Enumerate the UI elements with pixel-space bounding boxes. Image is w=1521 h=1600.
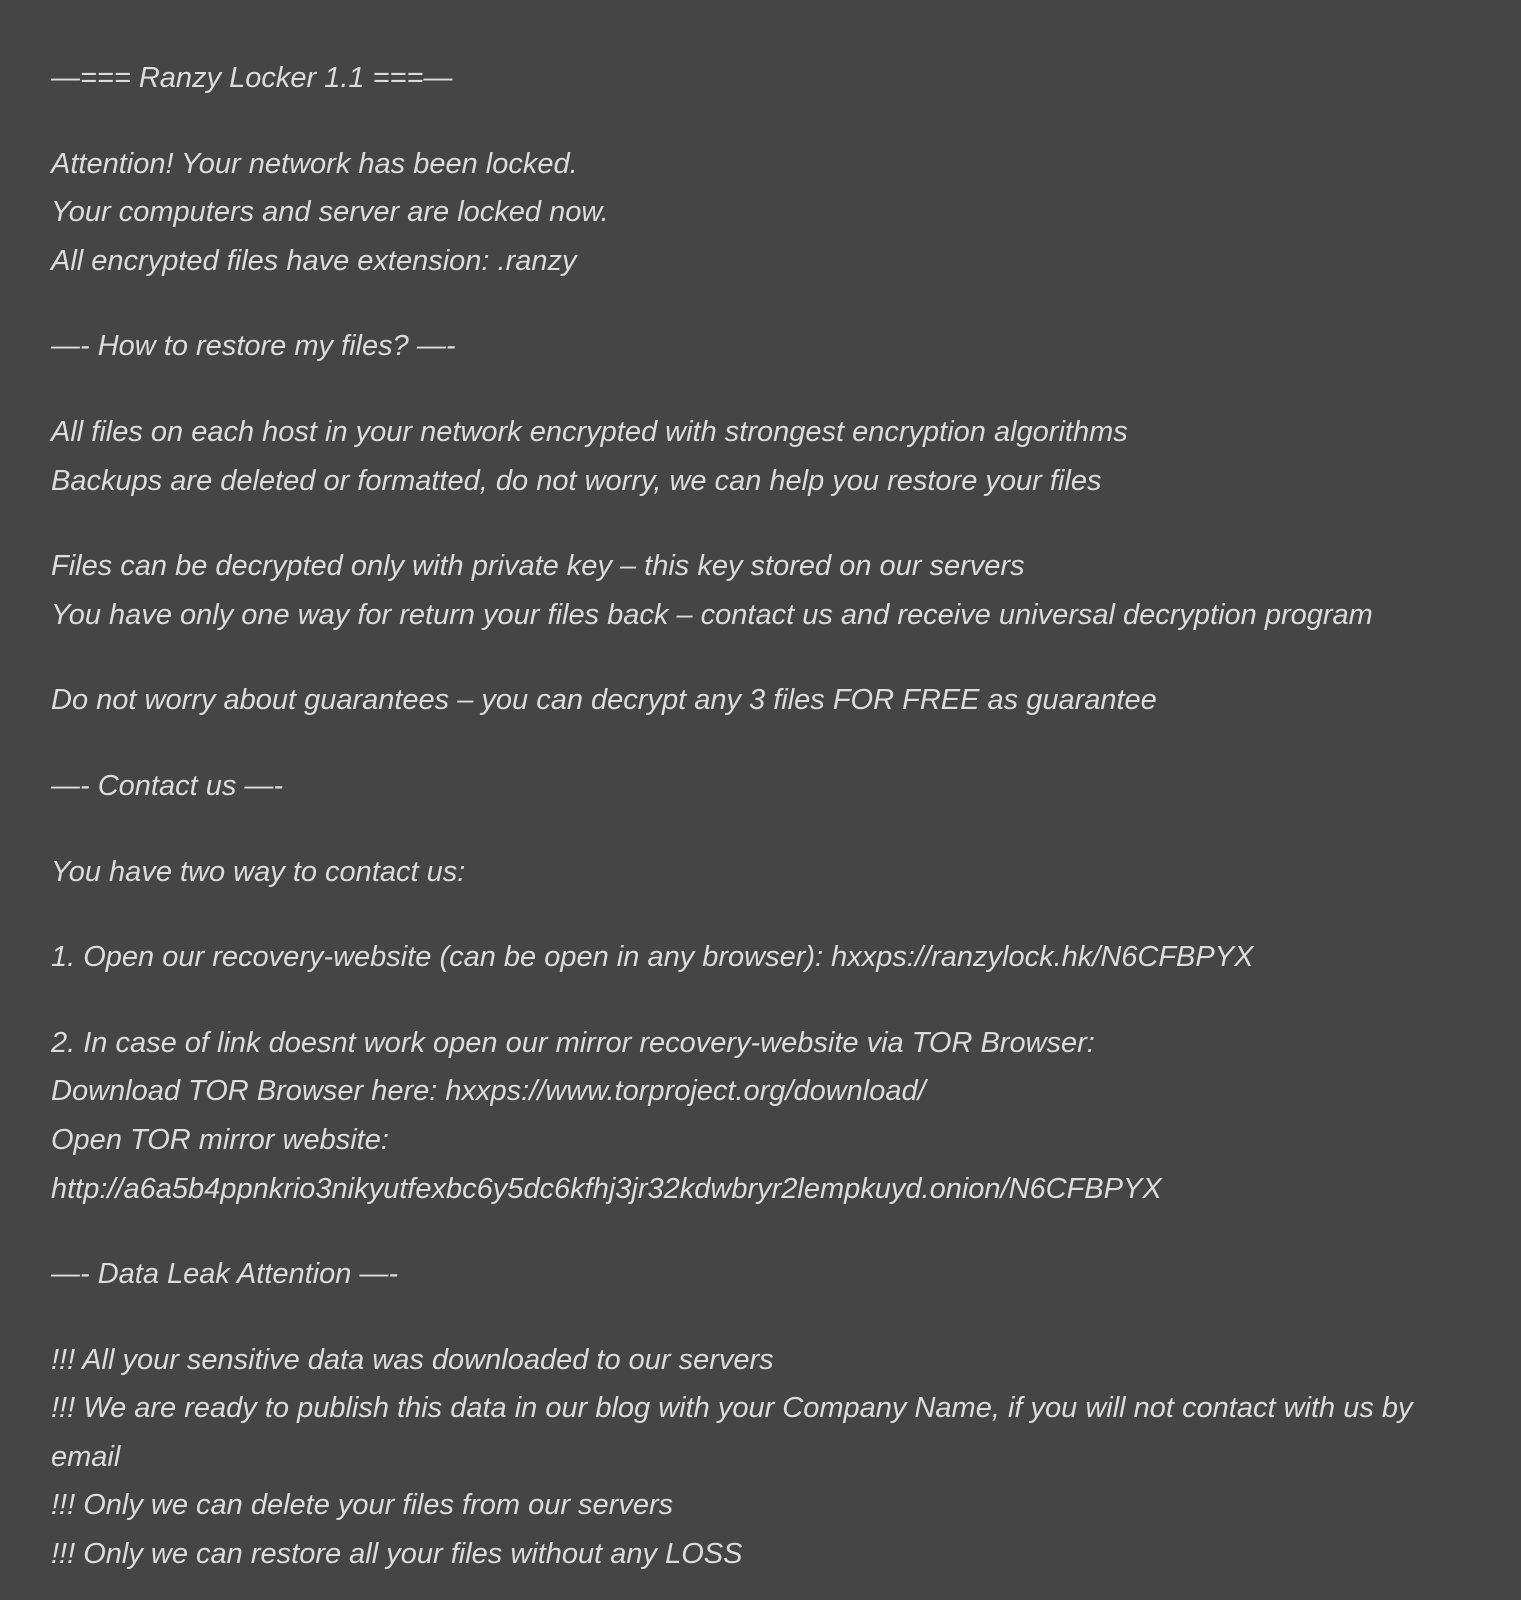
intro-line: All encrypted files have extension: .ranzy xyxy=(51,244,577,277)
spacer xyxy=(51,103,1481,140)
restore-line: Backups are deleted or formatted, do not worry, we can help you restore your files xyxy=(51,464,1102,497)
leak-line: !!! Only we can restore all your files without any LOSS xyxy=(51,1538,743,1571)
spacer xyxy=(51,811,1481,848)
intro-line: Attention! Your network has been locked. xyxy=(51,147,578,180)
contact-intro: You have two way to contact us: xyxy=(51,855,466,888)
tor-mirror-url: http://a6a5b4ppnkrio3nikyutfexbc6y5dc6kfhj3jr32kdwbryr2lempkuyd.onion/N6CFBPYX xyxy=(51,1172,1162,1205)
leak-heading: —- Data Leak Attention —- xyxy=(51,1258,399,1291)
contact-heading: —- Contact us —- xyxy=(51,769,284,802)
restore-heading: —- How to restore my files? —- xyxy=(51,330,456,363)
spacer xyxy=(51,639,1481,676)
spacer xyxy=(51,725,1481,762)
spacer xyxy=(51,982,1481,1019)
intro-line: Your computers and server are locked now. xyxy=(51,196,609,229)
note-title: —=== Ranzy Locker 1.1 ===— xyxy=(51,62,453,94)
leak-line: !!! Only we can delete your files from our servers xyxy=(51,1489,674,1522)
restore-line: All files on each host in your network encrypted with strongest encryption algorithms xyxy=(51,415,1128,448)
spacer xyxy=(51,1299,1481,1336)
spacer xyxy=(51,371,1481,408)
tor-download-line: Download TOR Browser here: hxxps://www.torproject.org/download/ xyxy=(51,1075,926,1108)
spacer xyxy=(51,896,1481,933)
restore-line: You have only one way for return your files back – contact us and receive universal decryption program xyxy=(51,598,1373,631)
tor-mirror-label: Open TOR mirror website: xyxy=(51,1123,389,1156)
spacer xyxy=(51,1213,1481,1250)
spacer xyxy=(51,505,1481,542)
leak-line: !!! All your sensitive data was downloaded to our servers xyxy=(51,1343,774,1376)
spacer xyxy=(51,285,1481,322)
guarantee-line: Do not worry about guarantees – you can decrypt any 3 files FOR FREE as guarantee xyxy=(51,684,1157,717)
contact-option-2: 2. In case of link doesnt work open our mirror recovery-website via TOR Browser: xyxy=(51,1026,1095,1059)
contact-option-1: 1. Open our recovery-website (can be open in any browser): hxxps://ranzylock.hk/N6CFBPYX xyxy=(51,941,1254,974)
leak-line: !!! We are ready to publish this data in our blog with your Company Name, if you will not contact with us by email xyxy=(51,1392,1413,1473)
restore-line: Files can be decrypted only with private key – this key stored on our servers xyxy=(51,550,1025,583)
